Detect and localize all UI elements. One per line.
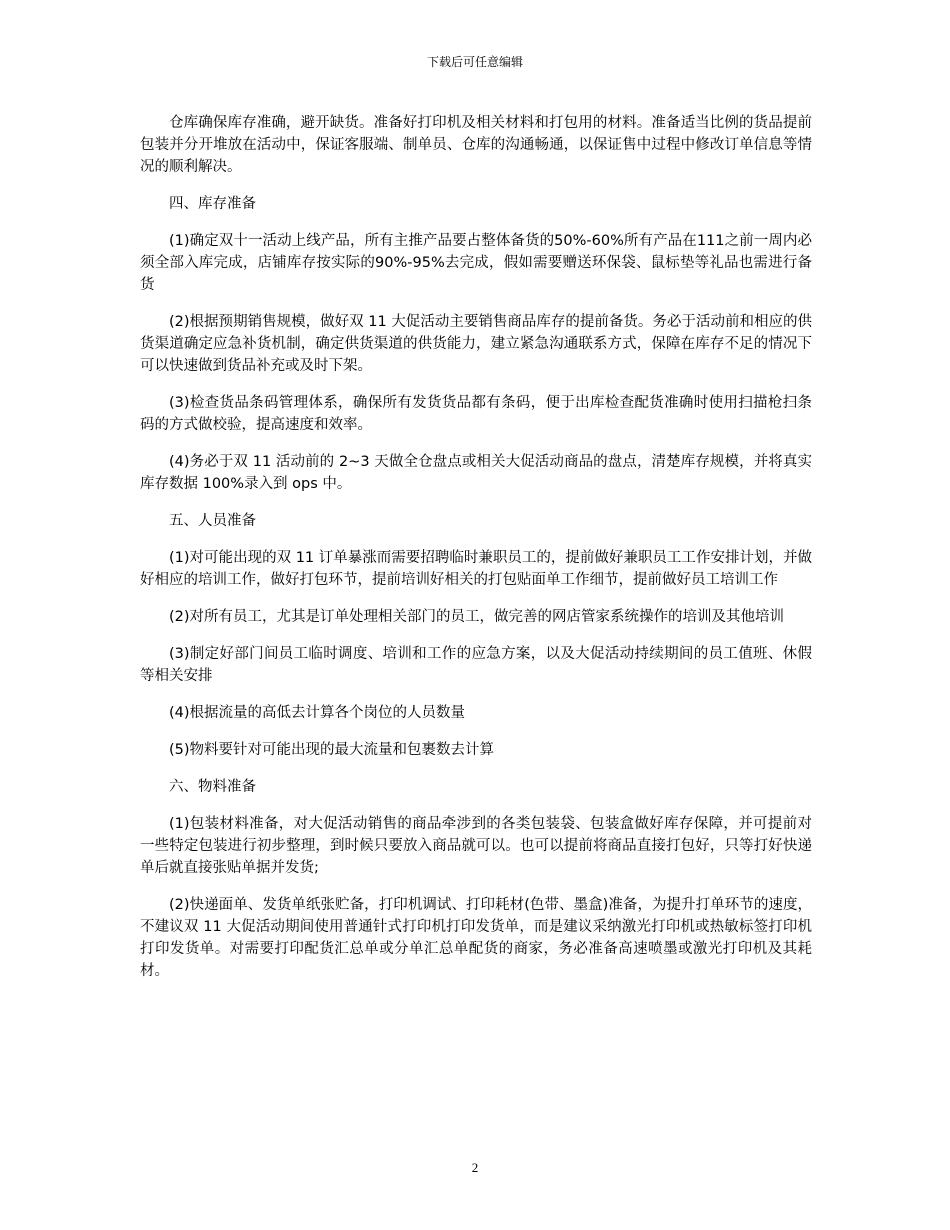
paragraph-staff-2: (2)对所有员工，尤其是订单处理相关部门的员工，做完善的网店管家系统操作的培训及其他培训	[169, 609, 785, 625]
section-heading-materials: 六、物料准备	[169, 779, 256, 795]
paragraph-inventory-3: (3)检查货品条码管理体系，确保所有发货货品都有条码，便于出库检查配货准确时使用扫描枪扫条码的方式做校验，提高速度和效率。	[140, 395, 812, 433]
paragraph-inventory-4: (4)务必于双 11 活动前的 2~3 天做全仓盘点或相关大促活动商品的盘点，清楚库存规模，并将真实库存数据 100%录入到 ops 中。	[140, 454, 812, 492]
document-body	[140, 112, 812, 997]
paragraph-materials-1: (1)包装材料准备，对大促活动销售的商品牵涉到的各类包装袋、包装盒做好库存保障，并可提前对一些特定包装进行初步整理，到时候只要放入商品就可以。也可以提前将商品直接打包好，只等打好快递单后就直接张贴单据并发货;	[140, 816, 812, 876]
paragraph-materials-2: (2)快递面单、发货单纸张贮备，打印机调试、打印耗材(色带、墨盒)准备，为提升打单环节的速度，不建议双 11 大促活动期间使用普通针式打印机打印发货单，而是建议采纳激光打印机或热敏标签打印机打印发货单。对需要打印配货汇总单或分单汇总单配货的商家，务必准备高速喷墨或激光打印机及其耗材。	[140, 897, 812, 979]
paragraph-staff-4: (4)根据流量的高低去计算各个岗位的人员数量	[169, 705, 466, 721]
page-header: 下载后可任意编辑	[426, 55, 523, 69]
section-heading-staff: 五、人员准备	[169, 513, 256, 529]
paragraph-staff-5: (5)物料要针对可能出现的最大流量和包裹数去计算	[169, 742, 495, 758]
page-number: 2	[471, 1160, 479, 1175]
section-heading-inventory: 四、库存准备	[169, 196, 256, 212]
paragraph-inventory-1: (1)确定双十一活动上线产品，所有主推产品要占整体备货的50%-60%所有产品在111之前一周内必须全部入库完成，店铺库存按实际的90%-95%去完成，假如需要赠送环保袋、鼠标垫等礼品也需进行备货	[140, 233, 812, 293]
paragraph-inventory-2: (2)根据预期销售规模，做好双 11 大促活动主要销售商品库存的提前备货。务必于活动前和相应的供货渠道确定应急补货机制，确定供货渠道的供货能力，建立紧急沟通联系方式，保障在库存不足的情况下可以快速做到货品补充或及时下架。	[140, 314, 812, 374]
paragraph-staff-1: (1)对可能出现的双 11 订单暴涨而需要招聘临时兼职员工的，提前做好兼职员工工作安排计划，并做好相应的培训工作，做好打包环节，提前培训好相关的打包贴面单工作细节，提前做好员工培训工作	[140, 550, 812, 588]
paragraph-staff-3: (3)制定好部门间员工临时调度、培训和工作的应急方案，以及大促活动持续期间的员工值班、休假等相关安排	[140, 646, 812, 684]
paragraph-warehouse: 仓库确保库存准确，避开缺货。准备好打印机及相关材料和打包用的材料。准备适当比例的货品提前包装并分开堆放在活动中，保证客服端、制单员、仓库的沟通畅通，以保证售中过程中修改订单信息等情况的顺利解决。	[140, 115, 812, 175]
